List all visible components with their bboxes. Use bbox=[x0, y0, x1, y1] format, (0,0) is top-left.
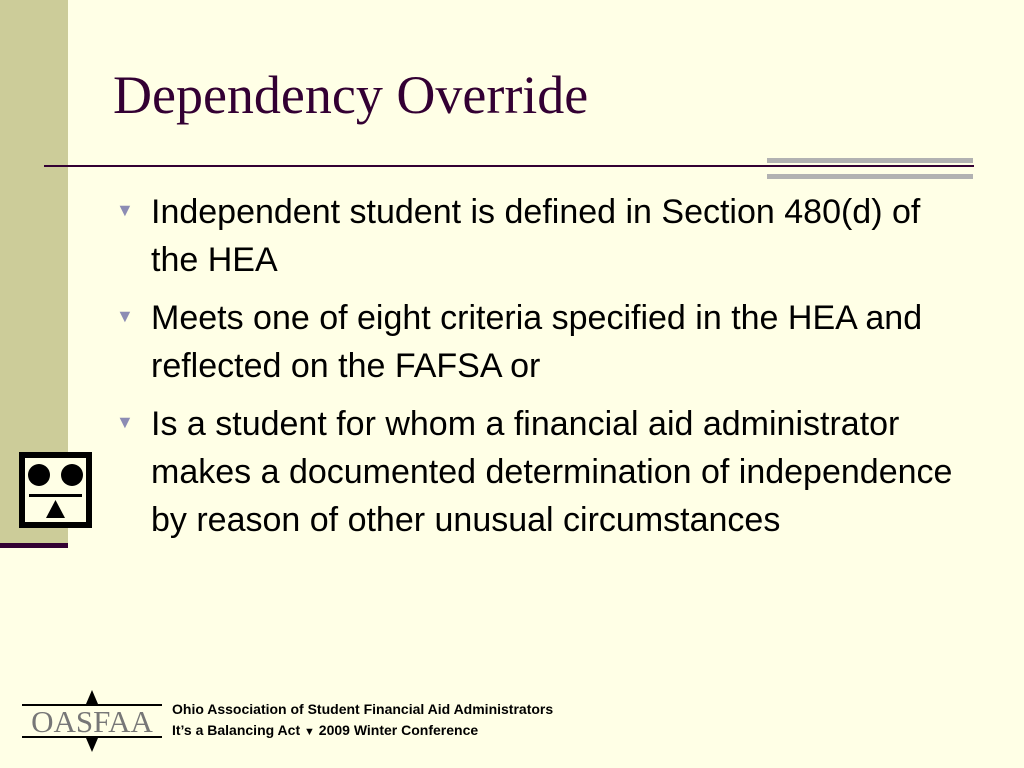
bullet-list bbox=[116, 188, 956, 554]
bullet-item bbox=[116, 400, 956, 544]
bullet-text: Is a student for whom a financial aid administrator makes a documented determination of independence by reason of other unusual circumstances bbox=[151, 405, 953, 539]
oasfaa-logo bbox=[22, 690, 162, 752]
footer-tagline-right: 2009 Winter Conference bbox=[318, 722, 479, 738]
footer-tagline-left: It’s a Balancing Act bbox=[172, 722, 301, 738]
slide-title: Dependency Override bbox=[113, 65, 589, 125]
title-accent-bars bbox=[767, 158, 973, 179]
accent-bar-top bbox=[767, 158, 973, 163]
footer-org-name: Ohio Association of Student Financial Aid Administrators bbox=[172, 701, 554, 717]
footer-separator-icon: ▼ bbox=[304, 726, 315, 738]
balance-icon-inner bbox=[25, 458, 86, 522]
triangle-down-icon: ▼ bbox=[116, 200, 134, 220]
triangle-down-icon: ▼ bbox=[116, 306, 134, 326]
oasfaa-logo-text: OASFAA bbox=[31, 704, 153, 739]
balance-icon-graphic bbox=[25, 458, 86, 522]
balance-scale-icon bbox=[19, 452, 92, 528]
accent-bar-bottom bbox=[767, 174, 973, 179]
left-band-rule bbox=[0, 543, 68, 548]
footer-tagline bbox=[172, 720, 553, 743]
bullet-text: Meets one of eight criteria specified in the HEA and reflected on the FAFSA or bbox=[151, 299, 923, 385]
bullet-text: Independent student is defined in Section 480(d) of the HEA bbox=[151, 193, 921, 279]
bullet-item bbox=[116, 294, 956, 390]
bullet-item bbox=[116, 188, 956, 284]
footer-text bbox=[172, 699, 553, 743]
triangle-down-icon: ▼ bbox=[116, 412, 134, 432]
oasfaa-logo-graphic bbox=[22, 690, 162, 752]
